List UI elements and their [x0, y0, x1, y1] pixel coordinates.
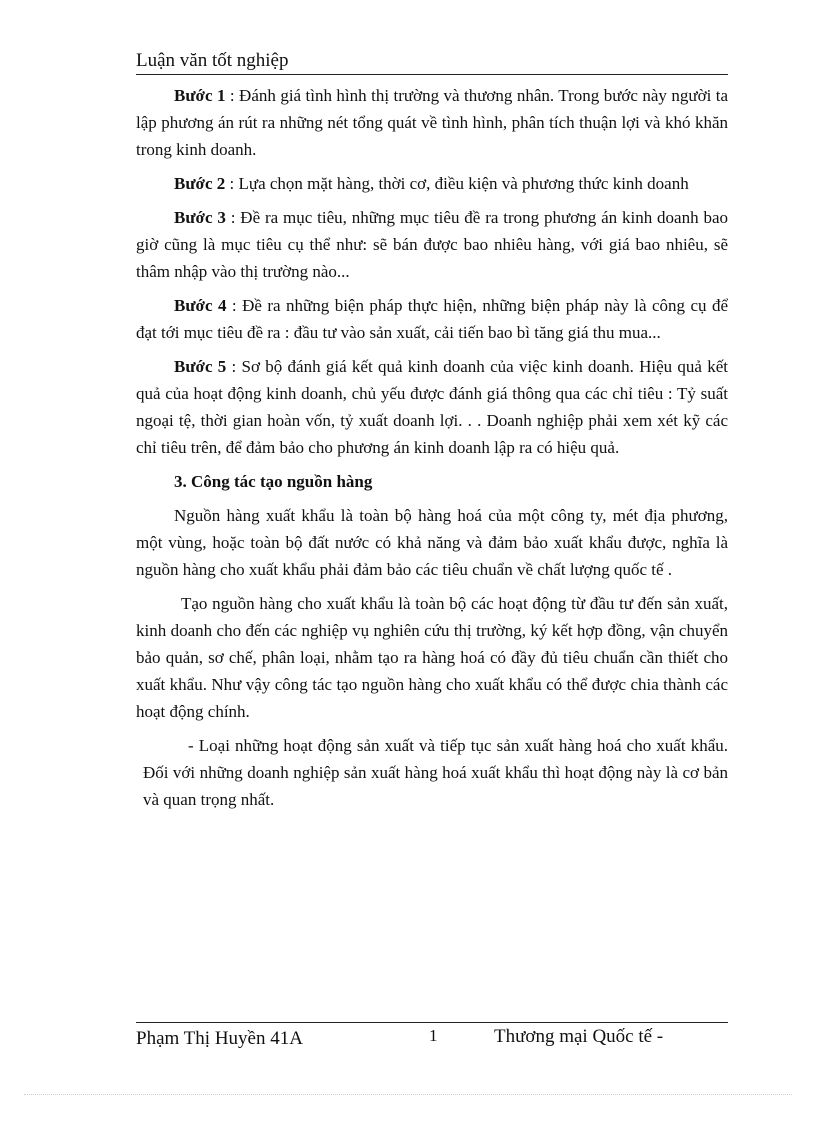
step-1-label: Bước 1 — [174, 86, 226, 105]
running-header: Luận văn tốt nghiệp — [136, 50, 289, 71]
step-1-paragraph — [136, 82, 728, 163]
step-3-text: : Đề ra mục tiêu, những mục tiêu đề ra trong phương án kinh doanh bao giờ cũng là mục tiêu cụ thể như: sẽ bán được bao nhiêu hàng, với giá bao nhiêu, sẽ thâm nhập vào thị trường nào... — [136, 208, 729, 281]
footer-department: Thương mại Quốc tế - — [494, 1026, 664, 1047]
step-4-label: Bước 4 — [174, 296, 227, 315]
page-body — [136, 82, 728, 820]
sourcing-paragraph-2: Tạo nguồn hàng cho xuất khẩu là toàn bộ các hoạt động từ đầu tư đến sản xuất, kinh doanh cho đến các nghiệp vụ nghiên cứu thị trường, ký kết hợp đồng, vận chuyển bảo quản, sơ chế, phân loại, nhằm tạo ra hàng hoá có đầy đủ tiêu chuẩn cần thiết cho xuất khẩu. Như vậy công tác tạo nguồn hàng cho xuất khẩu có thể được chia thành các hoạt động chính. — [136, 594, 728, 721]
step-4-text: : Đề ra những biện pháp thực hiện, những biện pháp này là công cụ để đạt tới mục tiêu đề ra : đầu tư vào sản xuất, cải tiến bao bì tăng giá thu mua... — [136, 296, 729, 342]
step-2-paragraph — [136, 170, 728, 197]
step-5-label: Bước 5 — [174, 357, 227, 376]
step-2-text: : Lựa chọn mặt hàng, thời cơ, điều kiện và phương thức kinh doanh — [225, 174, 689, 193]
step-4-paragraph — [136, 292, 728, 346]
step-3-paragraph — [136, 204, 728, 285]
page-edge-divider — [24, 1094, 792, 1095]
step-5-paragraph — [136, 353, 728, 461]
header-rule — [136, 74, 728, 75]
step-5-text: : Sơ bộ đánh giá kết quả kinh doanh của việc kinh doanh. Hiệu quả kết quả của hoạt động kinh doanh, chủ yếu được đánh giá thông qua các chỉ tiêu : Tỷ suất ngoại tệ, thời gian hoàn vốn, tỷ xuất doanh lợi. . . Doanh nghiệp phải xem xét kỹ các chỉ tiêu trên, để đảm bảo cho phương án kinh doanh lập ra có hiệu quả. — [136, 357, 728, 457]
sourcing-paragraph-1: Nguồn hàng xuất khẩu là toàn bộ hàng hoá của một công ty, mét địa phương, một vùng, hoặc toàn bộ đất nước có khả năng và đảm bảo xuất khẩu được, nghĩa là nguồn hàng cho xuất khẩu phải đảm bảo các tiêu chuẩn về chất lượng quốc tế . — [136, 506, 728, 579]
footer-author: Phạm Thị Huyền 41A — [136, 1028, 303, 1049]
page-number: 1 — [429, 1026, 438, 1045]
step-1-text: : Đánh giá tình hình thị trường và thương nhân. Trong bước này người ta lập phương án rút ra những nét tổng quát về tình hình, phân tích thuận lợi và khó khăn trong kinh doanh. — [136, 86, 729, 159]
step-3-label: Bước 3 — [174, 208, 226, 227]
section-heading: 3. Công tác tạo nguồn hàng — [174, 472, 373, 491]
step-2-label: Bước 2 — [174, 174, 226, 193]
bullet-item: - Loại những hoạt động sản xuất và tiếp tục sản xuất hàng hoá cho xuất khẩu. Đối với những doanh nghiệp sản xuất hàng hoá xuất khẩu thì hoạt động này là cơ bản và quan trọng nhất. — [143, 736, 728, 809]
footer-rule — [136, 1022, 728, 1023]
